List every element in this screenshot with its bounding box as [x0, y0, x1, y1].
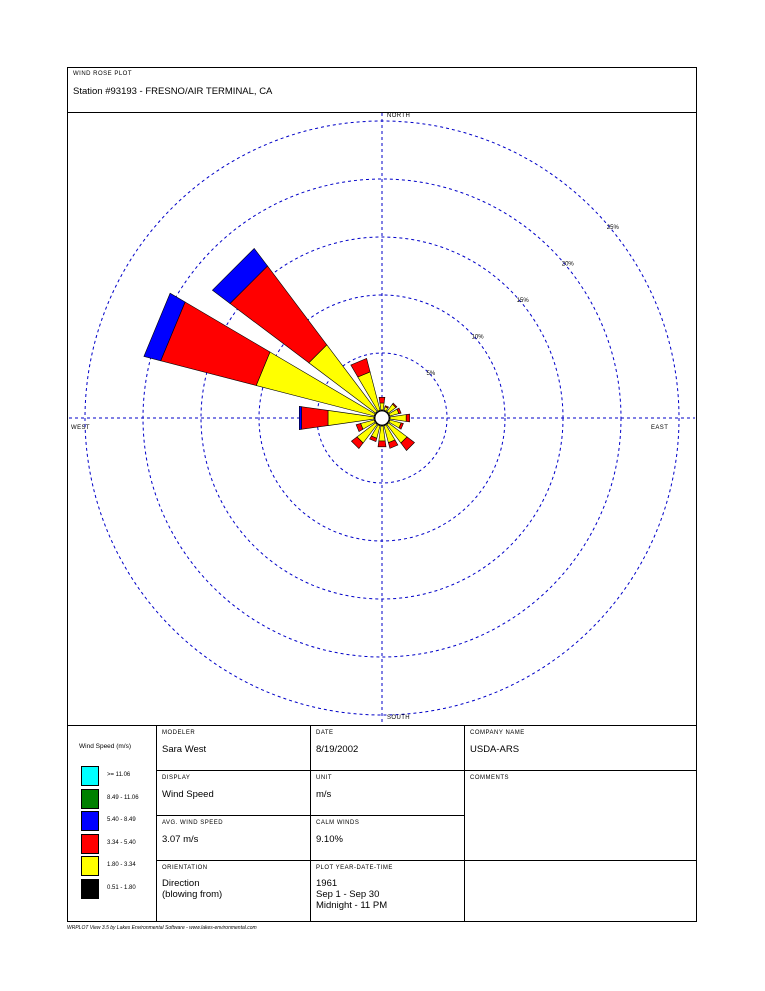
- plot-caption: WIND ROSE PLOT: [73, 71, 133, 77]
- calm-winds-value: 9.10%: [316, 834, 343, 845]
- modeler-caption: MODELER: [162, 730, 196, 736]
- unit-caption: UNIT: [316, 775, 332, 781]
- legend-swatch: [81, 879, 99, 899]
- legend-label: >= 11.06: [107, 772, 131, 778]
- wind-rose-sheet: [67, 67, 697, 922]
- info-panel: [68, 725, 696, 922]
- plot-period-caption: PLOT YEAR-DATE-TIME: [316, 865, 393, 871]
- petal-segment: [379, 397, 385, 403]
- footer-credit: WRPLOT View 3.5 by Lakes Environmental Software - www.lakes-environmental.com: [67, 925, 257, 931]
- ring-label: 5%: [426, 371, 436, 378]
- legend-swatch: [81, 811, 99, 831]
- legend-label: 0.51 - 1.80: [107, 884, 136, 891]
- calm-circle: [375, 411, 389, 425]
- date-caption: DATE: [316, 730, 334, 736]
- ring-label: 25%: [606, 225, 619, 232]
- petal-segment: [406, 414, 409, 422]
- legend-label: 8.49 - 11.06: [107, 794, 139, 801]
- company-value: USDA-ARS: [470, 744, 520, 755]
- orientation-line-1: Direction: [162, 878, 200, 889]
- plot-dates: Sep 1 - Sep 30: [316, 889, 380, 900]
- legend-swatch: [81, 834, 99, 854]
- orientation-caption: ORIENTATION: [162, 865, 208, 871]
- station-title: Station #93193 - FRESNO/AIR TERMINAL, CA: [73, 86, 273, 97]
- ring-label: 10%: [471, 334, 484, 341]
- orientation-line-2: (blowing from): [162, 889, 223, 900]
- petal-segment: [302, 407, 328, 430]
- petal-segment: [379, 426, 385, 441]
- display-value: Wind Speed: [162, 789, 214, 800]
- petal-segment: [378, 441, 386, 447]
- legend-item: [81, 811, 161, 831]
- legend-item: [81, 856, 161, 876]
- ring-label: 15%: [516, 298, 529, 305]
- legend-item: [81, 879, 161, 899]
- wind-rose-plot-area: [68, 112, 696, 725]
- avg-speed-value: 3.07 m/s: [162, 834, 199, 845]
- plot-year: 1961: [316, 878, 338, 889]
- petal-segment: [380, 403, 384, 410]
- legend-swatch: [81, 766, 99, 786]
- unit-value: m/s: [316, 789, 332, 800]
- petal-segment: [299, 406, 301, 429]
- label-south: SOUTH: [387, 715, 410, 721]
- label-north: NORTH: [387, 113, 411, 119]
- plot-time: Midnight - 11 PM: [316, 900, 388, 911]
- legend-item: [81, 766, 161, 786]
- ring-label: 20%: [561, 261, 574, 268]
- legend-swatch: [81, 856, 99, 876]
- comments-caption: COMMENTS: [470, 775, 509, 781]
- legend-title: Wind Speed (m/s): [79, 743, 132, 750]
- legend-label: 3.34 - 5.40: [107, 839, 136, 846]
- label-west: WEST: [71, 425, 90, 431]
- calm-winds-caption: CALM WINDS: [316, 820, 360, 826]
- legend-item: [81, 789, 161, 809]
- date-value: 8/19/2002: [316, 744, 359, 755]
- legend-label: 1.80 - 3.34: [107, 862, 136, 868]
- legend-swatch: [81, 789, 99, 809]
- display-caption: DISPLAY: [162, 775, 191, 781]
- avg-speed-caption: AVG. WIND SPEED: [162, 820, 224, 826]
- legend-item: [81, 834, 161, 854]
- modeler-value: Sara West: [162, 744, 207, 755]
- label-east: EAST: [651, 425, 669, 431]
- legend-label: 5.40 - 8.49: [107, 817, 136, 823]
- company-caption: COMPANY NAME: [470, 730, 525, 736]
